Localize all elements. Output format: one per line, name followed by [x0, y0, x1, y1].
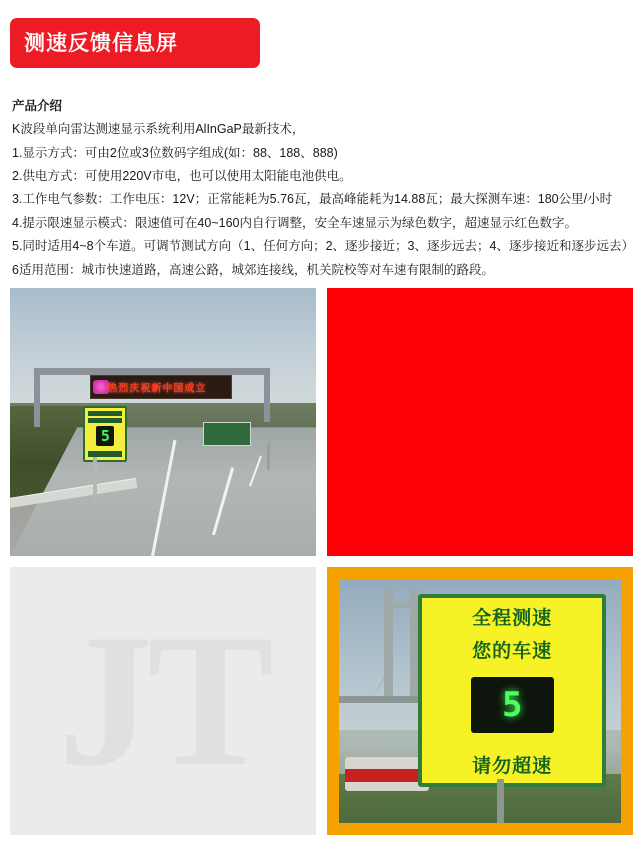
intro-line: 1.显示方式：可由2位或3位数码字组成(如：88、188、888) — [12, 145, 338, 160]
speed-digit: 5 — [501, 685, 523, 726]
watermark-placeholder — [10, 567, 316, 835]
gallery-row-bottom — [10, 567, 633, 835]
intro-line: 6适用范围：城市快速道路，高速公路，城郊连接线，机关院校等对车速有限制的路段。 — [12, 262, 494, 277]
sign-line-3: 请勿超速 — [472, 755, 553, 777]
red-color-block — [327, 288, 633, 556]
speed-sign-photo — [339, 579, 621, 823]
highway-gantry-photo — [10, 288, 316, 556]
led-banner-text: 热烈庆祝新中国成立 — [107, 383, 207, 395]
intro-line: K波段单向雷达测速显示系统利用AlInGaP最新技术， — [12, 122, 305, 137]
intro-line: 4.提示限速显示模式：限速值可在40~160内自行调整，安全车速显示为绿色数字，超速显示红色数字。 — [12, 215, 577, 230]
gallery-row-top — [10, 288, 633, 556]
radar-speed-digit: 5 — [96, 426, 114, 446]
gantry-post-right — [264, 368, 270, 422]
speed-digit-display — [471, 677, 554, 733]
led-banner-display — [90, 375, 233, 398]
radar-sign-pole — [93, 457, 97, 505]
bus-stripe — [345, 769, 430, 781]
page-title: 测速反馈信息屏 — [24, 31, 178, 55]
watermark-text: JT — [58, 596, 268, 806]
image-gallery — [10, 288, 633, 846]
sign-line-2: 您的车速 — [472, 641, 553, 663]
intro-line: 2.供电方式：可使用220V市电，也可以使用太阳能电池供电。 — [12, 169, 352, 183]
sign-post — [267, 443, 270, 470]
radar-speed-sign — [83, 406, 127, 462]
page-title-banner — [10, 18, 260, 68]
intro-line: 3.工作电气参数：工作电压：12V；正常能耗为5.76瓦，最高峰能耗为14.88瓦；最大探测车速：180公里/小时 — [12, 192, 613, 207]
section-heading: 产品介绍 — [12, 99, 63, 113]
green-directional-sign — [203, 422, 251, 446]
gantry-post-left — [34, 368, 40, 427]
sign-line-1: 全程测速 — [472, 607, 553, 629]
radar-speed-sign-board — [418, 594, 606, 787]
radar-sign-line-2 — [88, 418, 122, 423]
sign-mounting-pole — [497, 779, 504, 823]
speed-sign-photo-frame — [327, 567, 633, 835]
radar-sign-line-1 — [88, 411, 122, 416]
product-introduction — [12, 98, 632, 285]
intro-line: 5.同时适用4~8个车道。可调节测试方向（1、任何方向；2、逐步接近；3、逐步远去；4、逐步接近和逐步远去） — [12, 239, 634, 254]
